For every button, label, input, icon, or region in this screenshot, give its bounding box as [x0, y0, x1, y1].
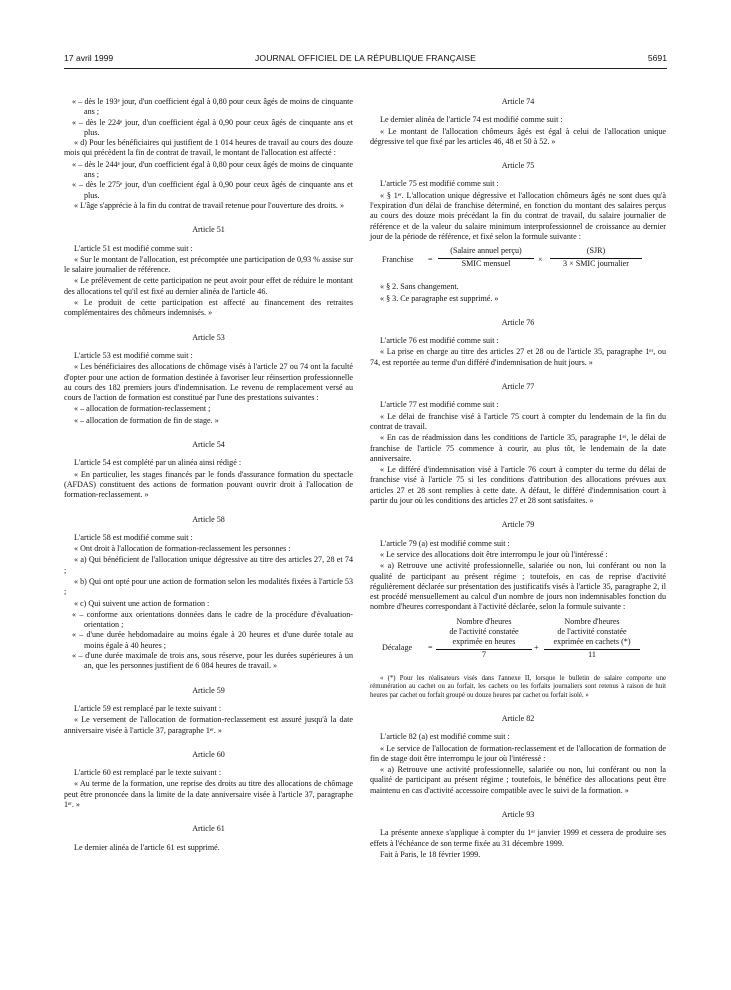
paragraph: « – dès le 193ᵉ jour, d'un coefficient égal à 0,80 pour ceux âgés de moins de cinquante ans ; — [72, 97, 353, 117]
formula-numerator: exprimée en cachets (*) — [544, 637, 640, 649]
formula-times: × — [538, 255, 543, 265]
article-heading: Article 60 — [192, 749, 225, 759]
formula-fraction — [550, 246, 642, 269]
paragraph: « § 3. Ce paragraphe est supprimé. » — [380, 293, 499, 303]
article-heading: Article 54 — [192, 440, 225, 450]
paragraph: L'article 54 est complété par un alinéa ainsi rédigé : — [74, 458, 242, 468]
franchise-formula — [370, 246, 666, 276]
paragraph: « Ont droit à l'allocation de formation-reclassement les personnes : — [74, 544, 291, 554]
formula-equals: = — [428, 255, 433, 265]
paragraph: Le dernier alinéa de l'article 61 est supprimé. — [74, 842, 220, 852]
article-heading: Article 77 — [501, 382, 535, 392]
paragraph: « – d'une durée hebdomadaire au moins égale à 20 heures et d'une durée totale au moins égale à 40 heures ; — [72, 630, 353, 650]
article-heading: Article 74 — [501, 97, 535, 106]
formula-label: Décalage — [382, 642, 413, 652]
formula-text: de l'activité constatée — [557, 626, 627, 636]
paragraph: L'article 82 (a) est modifié comme suit : — [380, 732, 510, 742]
formula-text: Nombre d'heures — [564, 616, 620, 626]
paragraph: « a) Qui bénéficient de l'allocation unique dégressive au titre des articles 27, 28 et 74 ; — [64, 555, 353, 575]
paragraph: « b) Qui ont opté pour une action de formation selon les modalités fixées à l'article 53 ; — [64, 576, 353, 597]
footnote: « (*) Pour les réalisateurs visés dans l'annexe II, lorsque le bulletin de salaire comporte une rémunération au cachet ou au forfait, les cachets ou les forfaits journaliers sont retenus à raison de huit heures par cachet ou forfait groupé ou douze heures par cachet ou forfait isolé. » — [370, 674, 666, 699]
decalage-formula — [370, 617, 666, 669]
paragraph: « En cas de réadmission dans les conditions de l'article 35, paragraphe 1ᵉʳ, le délai de franchise de l'article 75 commence à courir, au plus tôt, le lendemain de la date anniversaire. — [370, 433, 666, 463]
signature-line: Fait à Paris, le 18 février 1999. — [380, 849, 481, 859]
paragraph: « Le service de l'allocation de formation-reclassement et de l'allocation de formation de fin de stage doit être interrompu le jour où l'intéressé : — [370, 743, 666, 763]
paragraph: « Le délai de franchise visé à l'article 75 court à compter du lendemain de la fin du contrat de travail. — [370, 411, 666, 431]
paragraph: L'article 58 est modifié comme suit : — [74, 532, 193, 542]
formula-label: Franchise — [382, 255, 414, 265]
paragraph: « Le service des allocations doit être interrompu le jour où l'intéressé : — [380, 549, 608, 559]
paragraph: « – allocation de formation-reclassement ; — [74, 404, 211, 414]
left-column — [64, 97, 353, 854]
page-number: 5691 — [647, 53, 667, 63]
paragraph: « Le prélèvement de cette participation ne peut avoir pour effet de réduire le montant des allocations tel qu'il est fixé au dernier alinéa de l'article 46. — [64, 276, 353, 296]
paragraph: « § 2. Sans changement. — [380, 282, 459, 292]
paragraph: « Le versement de l'allocation de formation-reclassement est assuré jusqu'à la date anniversaire visée à l'article 37, paragraphe 1ᵉʳ. » — [64, 715, 353, 735]
paragraph: « – d'une durée maximale de trois ans, sous réserve, pour les durées supérieures à un an, que les personnes justifient de 6 084 heures de travail. » — [72, 651, 353, 671]
paragraph: L'article 53 est modifié comme suit : — [74, 350, 193, 360]
formula-denominator: SMIC mensuel — [461, 258, 511, 268]
paragraph: Le dernier alinéa de l'article 74 est modifié comme suit : — [380, 115, 563, 125]
formula-denominator: 11 — [588, 649, 596, 659]
article-heading: Article 53 — [192, 332, 225, 342]
article-heading: Article 79 — [501, 520, 535, 530]
paragraph: « § 1ᵉʳ. L'allocation unique dégressive et l'allocation chômeurs âgés ne sont dues qu'à l'expiration d'un délai de franchise déterminé, en fonction du montant des salaires perçus au cours des douze mois précédant la fin du contrat de travail, du salaire journalier de référence et de la valeur du salaire minimum interprofessionnel de croissance au dernier jour de la période de référence, et fixé selon la formule suivante : — [370, 190, 666, 241]
article-heading: Article 75 — [501, 161, 535, 171]
article-heading: Article 61 — [192, 824, 225, 834]
formula-numerator: exprimée en heures — [436, 637, 532, 649]
article-heading: Article 76 — [501, 317, 535, 327]
formula-text: Nombre d'heures — [456, 616, 512, 626]
page-header — [64, 53, 667, 67]
formula-fraction — [544, 617, 640, 660]
article-heading: Article 93 — [501, 809, 535, 819]
formula-numerator: (SJR) — [550, 246, 642, 258]
paragraph: « La prise en charge au titre des articles 27 et 28 ou de l'article 35, paragraphe 1ᵉʳ, ou 74, est reportée au terme d'un différé d'indemnisation de huit jours. » — [370, 347, 666, 367]
formula-denominator: 3 × SMIC journalier — [563, 258, 629, 268]
paragraph: « – dès le 224ᵉ jour, d'un coefficient égal à 0,90 pour ceux âgés de cinquante ans et plus. — [72, 117, 353, 137]
formula-denominator: 7 — [481, 649, 487, 659]
formula-text: de l'activité constatée — [449, 626, 519, 636]
paragraph: « – dès le 275ᵉ jour, d'un coefficient égal à 0,90 pour ceux âgés de cinquante ans et plus. — [72, 180, 353, 200]
paragraph: « – dès le 244ᵉ jour, d'un coefficient égal à 0,80 pour ceux âgés de moins de cinquante ans ; — [72, 159, 353, 180]
paragraph: L'article 77 est modifié comme suit : — [380, 400, 499, 410]
paragraph: « Sur le montant de l'allocation, est précomptée une participation de 0,93 % assise sur le salaire journalier de référence. — [64, 254, 353, 275]
paragraph: « a) Retrouve une activité professionnelle, salariée ou non, lui conférant ou non la qualité de participant au présent régime ; toutefois, en cas de reprise d'activité régulièrement déclarée sur présentation des justificatifs visés à l'article 35, paragraphe 2, il est procédé mensuellement au calcul d'un nombre de jours non indemnisables fonction du nombre d'heures correspondant à l'activité déclarée, selon la formule suivante : — [370, 561, 666, 612]
paragraph: « – conforme aux orientations données dans le cadre de la procédure d'évaluation-orientation ; — [72, 609, 353, 630]
header-rule — [64, 68, 667, 69]
paragraph: L'article 51 est modifié comme suit : — [74, 243, 193, 253]
paragraph: « L'âge s'apprécie à la fin du contrat de travail retenue pour l'ouverture des droits. » — [74, 200, 345, 210]
paragraph: « Au terme de la formation, une reprise des droits au titre des allocations de chômage peut être prononcée dans la limite de la date anniversaire visée à l'article 37, paragraphe 1ᵉʳ. » — [64, 779, 353, 810]
paragraph: « – allocation de formation de fin de stage. » — [74, 415, 219, 425]
paragraph: « a) Retrouve une activité professionnelle, salariée ou non, lui conférant ou non la qualité de participant au présent régime ; toutefois, le bénéfice des allocations peut être maintenu en cas d'activité accessoire compatible avec le suivi de la formation. » — [370, 765, 666, 795]
header-date: 17 avril 1999 — [64, 53, 114, 63]
paragraph: « En particulier, les stages financés par le fonds d'assurance formation du spectacle (AFDAS) constituent des actions de formation pouvant ouvrir droit à l'allocation de formation-reclassement. » — [64, 469, 353, 500]
paragraph: L'article 75 est modifié comme suit : — [380, 179, 499, 189]
paragraph: La présente annexe s'applique à compter du 1ᵉʳ janvier 1999 et cessera de produire ses effets à l'échéance de son terme fixée au 31 décembre 1999. — [370, 828, 666, 848]
formula-fraction — [436, 617, 532, 660]
formula-fraction — [438, 246, 534, 269]
paragraph: L'article 79 (a) est modifié comme suit : — [380, 538, 510, 548]
article-heading: Article 59 — [192, 685, 225, 695]
article-heading: Article 51 — [192, 225, 225, 235]
paragraph: « d) Pour les bénéficiaires qui justifient de 1 014 heures de travail au cours des douze mois qui précèdent la fin de contrat de travail, le montant de l'allocation est affecté : — [64, 138, 353, 158]
paragraph: « Les bénéficiaires des allocations de chômage visés à l'article 27 ou 74 ont la faculté d'opter pour une action de formation destinée à favoriser leur réinsertion professionnelle au cours des 182 premiers jours d'indemnisation. Le revenu de remplacement versé au cours de l'action de formation est constitué par l'une des prestations suivantes : — [64, 362, 353, 403]
paragraph: « Le différé d'indemnisation visé à l'article 76 court à compter du terme du délai de franchise visé à l'article 75 si les conditions d'attribution des allocations prévues aux articles 27 et 28 sont remplies à cette date. A défaut, le différé d'indemnisation court à partir du jour où les conditions des articles 27 et 28 sont satisfaites. » — [370, 465, 666, 506]
paragraph: L'article 59 est remplacé par le texte suivant : — [74, 703, 222, 713]
article-heading: Article 58 — [192, 514, 225, 524]
journal-title: JOURNAL OFFICIEL DE LA RÉPUBLIQUE FRANÇAISE — [255, 53, 476, 63]
paragraph: L'article 60 est remplacé par le texte suivant : — [74, 768, 222, 778]
formula-numerator: (Salaire annuel perçu) — [438, 246, 534, 258]
paragraph: « Le produit de cette participation est affecté au financement des retraites complémentaires des chômeurs indemnisés. » — [64, 298, 353, 318]
paragraph: L'article 76 est modifié comme suit : — [380, 336, 499, 346]
paragraph: « c) Qui suivent une action de formation : — [74, 598, 210, 608]
formula-plus: + — [534, 642, 539, 652]
formula-equals: = — [428, 642, 433, 652]
article-heading: Article 82 — [501, 713, 535, 723]
right-column — [370, 97, 666, 861]
paragraph: « Le montant de l'allocation chômeurs âgés est égal à celui de l'allocation unique dégressive tel que fixé par les articles 46, 48 et 50 à 52. » — [370, 126, 666, 146]
